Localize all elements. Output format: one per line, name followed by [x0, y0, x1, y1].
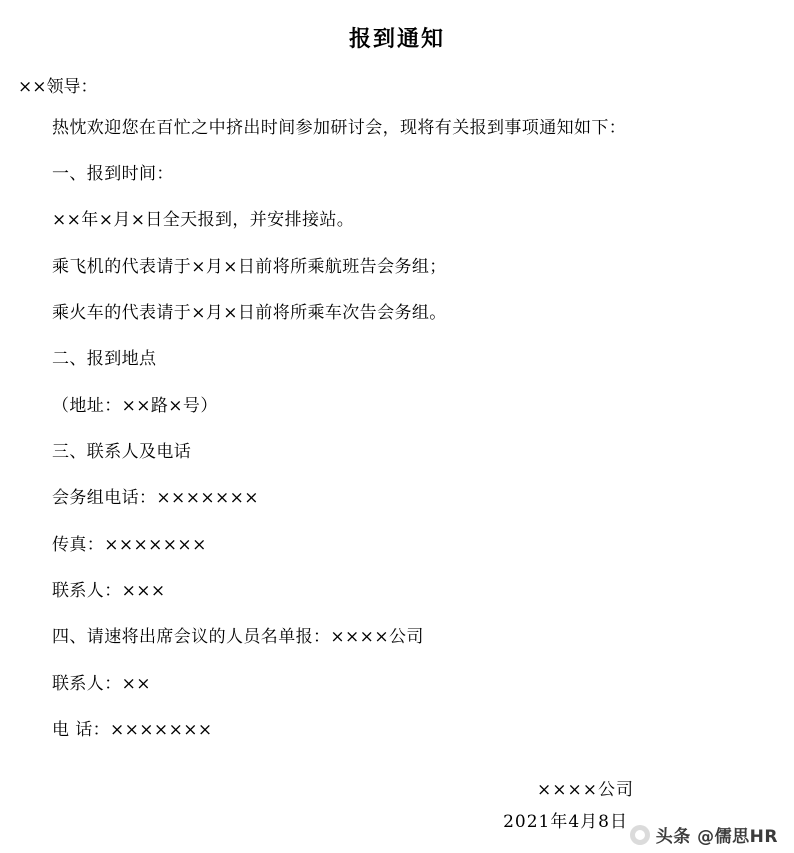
circle-logo-icon	[630, 825, 650, 845]
paragraph-1: 一、报到时间：	[52, 163, 174, 184]
paragraph-9: 传真：×××××××	[52, 534, 207, 555]
signature-company: ××××公司	[537, 780, 634, 801]
paragraph-7: 三、联系人及电话	[52, 441, 192, 462]
paragraph-5: 二、报到地点	[52, 349, 157, 370]
paragraph-13: 电 话：×××××××	[52, 719, 213, 740]
document-page	[0, 14, 794, 853]
watermark	[630, 822, 778, 847]
salutation: ××领导：	[18, 77, 98, 97]
paragraph-12: 联系人：××	[52, 673, 151, 694]
document-body	[0, 75, 794, 836]
paragraph-10: 联系人：×××	[52, 580, 166, 601]
paragraph-8: 会务组电话：×××××××	[52, 488, 259, 509]
signature-date: 2021年4月8日	[503, 811, 628, 832]
paragraph-4: 乘火车的代表请于×月×日前将所乘车次告会务组。	[52, 302, 447, 323]
paragraph-3: 乘飞机的代表请于×月×日前将所乘航班告会务组；	[52, 256, 447, 277]
paragraph-0: 热忱欢迎您在百忙之中挤出时间参加研讨会，现将有关报到事项通知如下：	[52, 117, 627, 138]
paragraph-11: 四、请速将出席会议的人员名单报：××××公司	[52, 627, 424, 648]
page-title: 报到通知	[348, 26, 445, 52]
paragraph-2: ××年×月×日全天报到，并安排接站。	[52, 210, 355, 231]
paragraph-6: （地址：××路×号）	[52, 395, 218, 416]
watermark-text: 头条 @儒思HR	[655, 827, 778, 847]
